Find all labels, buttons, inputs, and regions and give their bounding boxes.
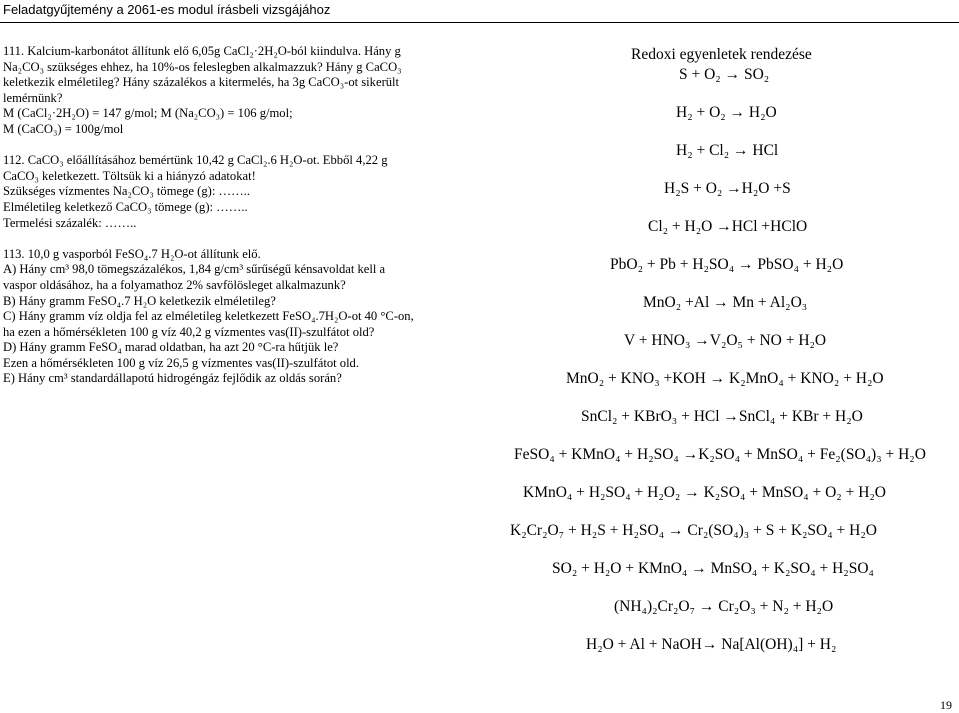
text-line: Ezen a hőmérsékleten 100 g víz 26,5 g vízmentes vas(II)-szulfátot old. (3, 355, 360, 370)
equation: MnO₂ + KNO₃ +KOH → K₂MnO₄ + KNO₂ + H₂O (566, 370, 884, 387)
equation: H₂ + O₂ → H₂O (676, 104, 777, 121)
equation: MnO₂ +Al → Mn + Al₂O₃ (643, 294, 808, 311)
equation: H₂O + Al + NaOH→ Na[Al(OH)₄] + H₂ (586, 636, 837, 653)
equation: FeSO₄ + KMnO₄ + H₂SO₄ →K₂SO₄ + MnSO₄ + Fe₂(SO₄)₃ + H₂O (514, 446, 926, 463)
text-line: ha ezen a hőmérsékleten 100 g víz 40,2 g vízmentes vas(II)-szulfátot old? (3, 324, 375, 339)
text-line: keletkezik elméletileg? Hány százalékos a kitermelés, ha 3g CaCO₃-ot sikerült (3, 75, 400, 90)
text-line: C) Hány gramm víz oldja fel az elméletileg keletkezett FeSO₄.7H₂O-ot 40 °C-on, (3, 309, 414, 324)
equation: SnCl₂ + KBrO₃ + HCl →SnCl₄ + KBr + H₂O (581, 408, 863, 425)
header-rule (0, 22, 959, 23)
equation: K₂Cr₂O₇ + H₂S + H₂SO₄ → Cr₂(SO₄)₃ + S + K₂SO₄ + H₂O (510, 522, 877, 539)
text-line: A) Hány cm³ 98,0 tömegszázalékos, 1,84 g/cm³ sűrűségű kénsavoldat kell a (3, 262, 386, 277)
text-line: lemérnünk? (3, 90, 63, 105)
left-column (3, 44, 473, 387)
equation: SO₂ + H₂O + KMnO₄ → MnSO₄ + K₂SO₄ + H₂SO₄ (552, 560, 874, 577)
text-line: M (CaCO₃) = 100g/mol (3, 121, 124, 136)
problem-112 (3, 153, 473, 231)
equation: KMnO₄ + H₂SO₄ + H₂O₂ → K₂SO₄ + MnSO₄ + O₂ + H₂O (523, 484, 886, 501)
text-line: Szükséges vízmentes Na₂CO₃ tömege (g): …….. (3, 184, 250, 199)
equation: H₂S + O₂ →H₂O +S (664, 180, 791, 197)
text-line: Elméletileg keletkező CaCO₃ tömege (g): …….. (3, 199, 248, 214)
text-line: M (CaCl₂·2H₂O) = 147 g/mol; M (Na₂CO₃) = 106 g/mol; (3, 106, 293, 121)
text-line: 111. Kalcium-karbonátot állítunk elő 6,05g CaCl₂·2H₂O-ból kiindulva. Hány g (3, 44, 401, 58)
page-number: 19 (940, 698, 952, 712)
text-line: 112. CaCO₃ előállításához bemértünk 10,42 g CaCl₂.6 H₂O-ot. Ebből 4,22 g (3, 153, 388, 168)
text-line: vaspor oldásához, ha a folyamathoz 2% savfölösleget alkalmazunk? (3, 277, 346, 292)
equation: S + O₂ → SO₂ (679, 66, 770, 83)
redox-title: Redoxi egyenletek rendezése (631, 46, 812, 63)
text-line: Termelési százalék: …….. (3, 215, 137, 230)
equation: (NH₄)₂Cr₂O₇ → Cr₂O₃ + N₂ + H₂O (614, 598, 834, 615)
text-line: B) Hány gramm FeSO₄.7 H₂O keletkezik elméletileg? (3, 293, 276, 308)
equation: H₂ + Cl₂ → HCl (676, 142, 779, 159)
problem-113 (3, 247, 473, 387)
text-line: 113. 10,0 g vasporból FeSO₄.7 H₂O-ot állítunk elő. (3, 246, 261, 261)
text-line: CaCO₃ keletkezett. Töltsük ki a hiányzó adatokat! (3, 168, 256, 183)
problem-111 (3, 44, 473, 138)
equation: PbO₂ + Pb + H₂SO₄ → PbSO₄ + H₂O (610, 256, 844, 273)
equation: Cl₂ + H₂O →HCl +HClO (648, 218, 808, 235)
text-line: D) Hány gramm FeSO₄ marad oldatban, ha azt 20 °C-ra hűtjük le? (3, 340, 339, 355)
page-header: Feladatgyűjtemény a 2061-es modul írásbeli vizsgájához (3, 2, 331, 17)
text-line: E) Hány cm³ standardállapotú hidrogéngáz fejlődik az oldás során? (3, 371, 342, 386)
text-line: Na₂CO₃ szükséges ehhez, ha 10%-os feleslegben alkalmazzuk? Hány g CaCO₃ (3, 59, 402, 74)
equation: V + HNO₃ →V₂O₅ + NO + H₂O (624, 332, 827, 349)
